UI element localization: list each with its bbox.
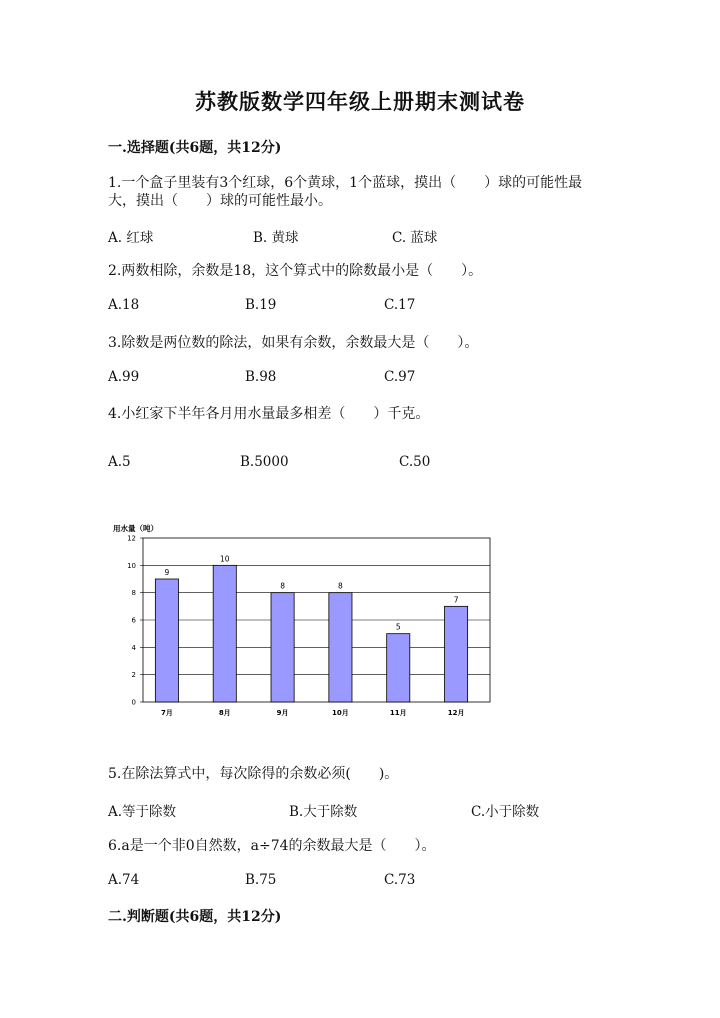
question-4-line-1: 4.小红家下半年各月用水量最多相差（ ）千克。 [108,406,430,422]
bar-12月 [445,606,468,702]
question-2-option-b: B.19 [245,297,277,313]
x-tick-label: 8月 [218,709,231,717]
bar-value-label: 8 [338,581,343,591]
question-2-line-1: 2.两数相除，余数是18，这个算式中的除数最小是（ ）。 [108,263,483,279]
bar-9月 [271,593,294,702]
question-4-option-b: B.5000 [240,454,289,470]
section-heading-judgement: 二.判断题(共6题，共12分) [108,909,282,925]
bar-value-label: 8 [280,581,285,591]
x-tick-label: 9月 [276,709,289,717]
question-5-line-1: 5.在除法算式中，每次除得的余数必须( )。 [108,766,399,782]
question-6-line-1: 6.a是一个非0自然数，a÷74的余数最大是（ ）。 [108,838,436,854]
bar-11月 [387,634,410,702]
question-6-option-b: B.75 [245,872,277,888]
question-6-option-a: A.74 [108,872,140,888]
question-2-option-c: C.17 [384,297,416,313]
question-1-line-2: 大，摸出（ ）球的可能性最小。 [108,193,332,209]
y-tick-label: 10 [127,561,136,570]
question-4-option-c: C.50 [399,454,431,470]
x-tick-label: 10月 [332,709,349,717]
water-usage-bar-chart [108,520,498,725]
chart-y-tick-labels [127,535,136,707]
bar-value-label: 5 [395,622,401,632]
question-1-line-1: 1.一个盒子里装有3个红球，6个黄球，1个蓝球，摸出（ ）球的可能性最 [108,175,583,191]
question-3-option-b: B.98 [245,369,277,385]
y-tick-label: 12 [127,534,136,543]
chart-y-axis-label: 用水量（吨） [113,524,158,533]
question-5-option-b: B.大于除数 [289,804,358,820]
bar-value-label: 9 [164,568,170,577]
question-3-option-a: A.99 [108,369,140,385]
chart-x-tick-labels [161,709,464,717]
bar-8月 [213,565,236,702]
question-1-option-a: A. 红球 [108,230,154,246]
chart-bars [155,565,467,702]
question-3-option-c: C.97 [384,369,416,385]
y-tick-label: 2 [131,671,136,680]
question-5-option-a: A.等于除数 [108,804,177,820]
x-tick-label: 11月 [389,709,407,717]
x-tick-label: 12月 [447,709,465,717]
question-3-line-1: 3.除数是两位数的除法，如果有余数，余数最大是（ ）。 [108,335,479,351]
x-tick-label: 7月 [160,709,173,717]
section-heading-choice: 一.选择题(共6题，共12分) [108,140,282,156]
question-5-option-c: C.小于除数 [471,804,540,820]
bar-value-label: 7 [453,595,459,605]
y-tick-label: 8 [131,589,136,598]
chart-gridlines [140,538,490,702]
bar-7月 [155,579,178,702]
y-tick-label: 0 [131,698,136,707]
question-4-option-a: A.5 [108,454,131,470]
page-title: 苏教版数学四年级上册期末测试卷 [195,89,525,114]
question-1-option-c: C. 蓝球 [392,230,438,246]
y-tick-label: 6 [131,616,136,625]
question-6-option-c: C.73 [384,872,416,888]
question-2-option-a: A.18 [108,297,140,313]
bar-value-label: 10 [219,554,230,564]
y-tick-label: 4 [131,643,136,652]
question-1-option-b: B. 黄球 [253,230,299,246]
bar-10月 [329,593,352,702]
